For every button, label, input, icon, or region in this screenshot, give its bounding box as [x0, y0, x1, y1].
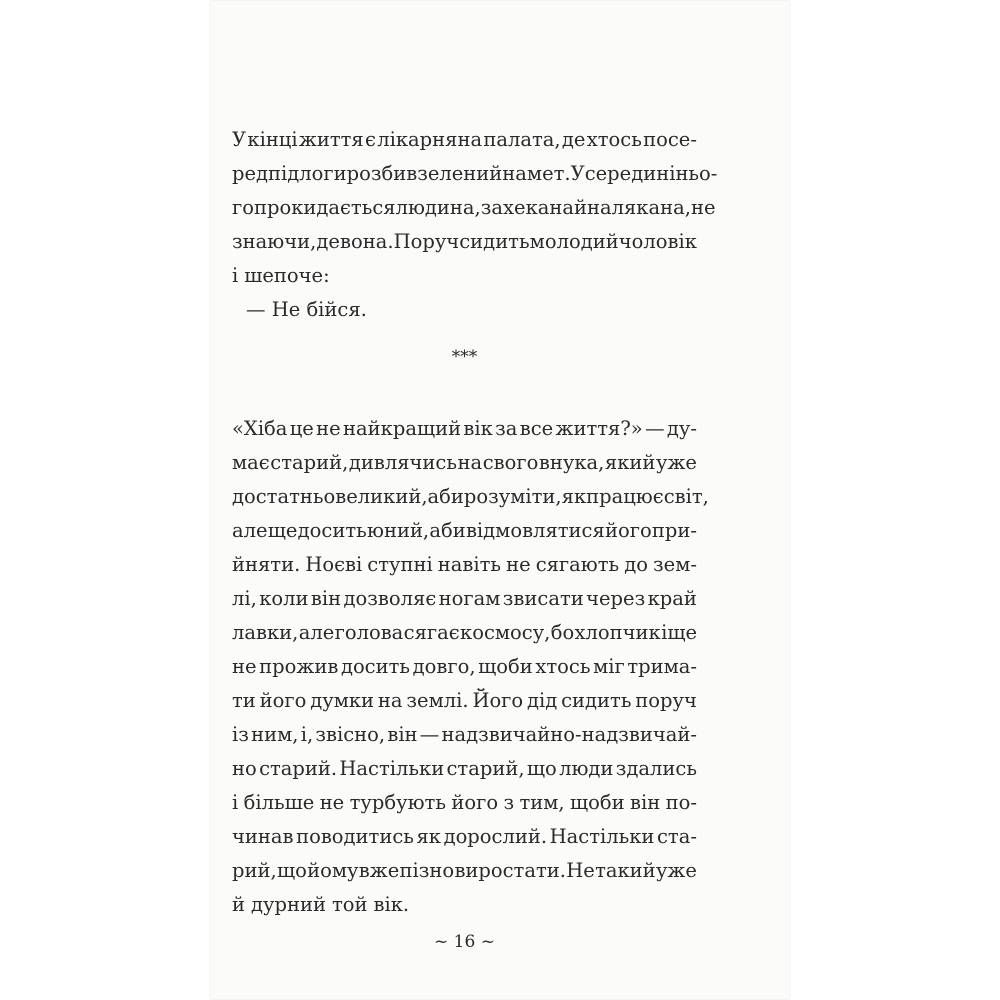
text-line [232, 820, 697, 854]
word: дід [527, 689, 558, 712]
word: його [604, 519, 652, 542]
word: не [316, 417, 341, 440]
text-line [232, 616, 697, 650]
word: ти [232, 689, 256, 712]
word: йому [307, 859, 359, 882]
word: щоби [570, 791, 625, 814]
text-line [232, 752, 697, 786]
word: турбують [349, 791, 446, 814]
word: йняти. [232, 553, 301, 576]
word: сягає [403, 621, 460, 644]
word: людина, [395, 196, 481, 219]
word: більше [243, 791, 315, 814]
word: — [645, 417, 665, 440]
word: сидить [459, 230, 530, 253]
word: дозволяє [343, 587, 437, 610]
word: де [561, 128, 586, 151]
paragraph-1 [232, 123, 718, 327]
word: Настільки [339, 757, 445, 780]
word: молодий [529, 230, 619, 253]
word: Усередині [570, 162, 676, 185]
word: зелений [417, 162, 503, 185]
word: він [630, 791, 661, 814]
word: ще [267, 519, 298, 542]
word: із [232, 723, 249, 746]
word: намет. [502, 162, 571, 185]
word: найкращий [343, 417, 462, 440]
word: по- [665, 791, 697, 814]
word: вік. [373, 893, 410, 916]
word: Ноєві [305, 553, 363, 576]
word: старий. [259, 757, 338, 780]
word: який [604, 451, 656, 474]
word: міг [593, 655, 625, 678]
word: досить [297, 519, 367, 542]
word: на [457, 451, 483, 474]
word: Настільки [549, 825, 655, 848]
word: як [416, 825, 441, 848]
word: звисати [502, 587, 584, 610]
word: світ, [663, 485, 709, 508]
word: працює [586, 485, 664, 508]
word: край [647, 587, 697, 610]
word: дурний [251, 893, 326, 916]
word: Не [566, 859, 595, 882]
word: хтось [535, 655, 591, 678]
word: — [419, 723, 440, 746]
word: аби [429, 519, 466, 542]
word: життя?» [555, 417, 643, 440]
word: чоловік [618, 230, 697, 253]
text-line [232, 123, 697, 157]
word: той [331, 893, 368, 916]
word: палата, [483, 128, 561, 151]
text-line [232, 191, 716, 225]
word: уже [655, 451, 697, 474]
word: він [310, 587, 342, 610]
word: достатньо [232, 485, 336, 508]
word: вона. [340, 230, 394, 253]
text-line [232, 548, 697, 582]
text-line [232, 480, 709, 514]
word: досить [340, 655, 411, 678]
word: як [561, 485, 587, 508]
word: захекана [480, 196, 574, 219]
text-line [232, 650, 697, 684]
word: ним, [251, 723, 299, 746]
word: через [586, 587, 646, 610]
word: вік [463, 417, 493, 440]
word: розбив [346, 162, 418, 185]
word: космосу, [460, 621, 551, 644]
text-line [232, 157, 718, 191]
word: свого [482, 451, 539, 474]
section-separator: *** [451, 347, 478, 367]
word: при- [651, 519, 697, 542]
word: за [495, 417, 518, 440]
word: дивлячись [348, 451, 457, 474]
word: підлоги [268, 162, 347, 185]
word: і, [300, 723, 314, 746]
word: щоби [478, 655, 533, 678]
word: але [298, 621, 335, 644]
text-line [232, 718, 697, 752]
word: й [574, 196, 587, 219]
word: лі, [232, 587, 257, 610]
word: життя [298, 128, 364, 151]
word: такий [595, 859, 656, 882]
text-line [232, 225, 697, 259]
word: вже [358, 859, 400, 882]
word: внука, [538, 451, 605, 474]
word: на [377, 689, 403, 712]
word: виростати. [454, 859, 566, 882]
word: до [624, 553, 648, 576]
word: його [451, 791, 499, 814]
word: рий, [232, 859, 277, 882]
word: не [506, 553, 531, 576]
word: шепоче: [244, 264, 330, 287]
word: є [365, 128, 376, 151]
text-line [232, 412, 697, 446]
text-line [232, 446, 697, 480]
word: «Хіба [232, 417, 288, 440]
word: прокидається [253, 196, 396, 219]
word: надзвичайно-надзвичай- [441, 723, 697, 746]
text-line [232, 854, 697, 888]
word: посе- [643, 128, 697, 151]
word: старий, [446, 757, 525, 780]
word: де [316, 230, 340, 253]
word: відмовлятися [465, 519, 605, 542]
word: це [289, 417, 314, 440]
word: звісно, [315, 723, 386, 746]
text-line [232, 514, 697, 548]
word: має [232, 451, 270, 474]
page-number: ~ 16 ~ [434, 932, 495, 952]
word: ду- [666, 417, 697, 440]
word: бо [550, 621, 575, 644]
word: тим, [519, 791, 565, 814]
word: ньо- [675, 162, 718, 185]
word: сидить [561, 689, 632, 712]
word: ногам [438, 587, 501, 610]
word: не [232, 655, 257, 678]
word: старий, [270, 451, 349, 474]
word: коли [259, 587, 309, 610]
word: лікарняна [377, 128, 483, 151]
dialogue-line: — Не бійся. [246, 298, 367, 321]
word: довго, [412, 655, 476, 678]
word: но [232, 757, 257, 780]
word: й [232, 893, 245, 916]
word: з [503, 791, 515, 814]
word: ред [232, 162, 269, 185]
word: У [232, 128, 247, 151]
word: що [276, 859, 307, 882]
paragraph-2 [232, 412, 709, 922]
word: він [387, 723, 418, 746]
word: аби [427, 485, 464, 508]
word: го [232, 196, 254, 219]
word: хлопчик [574, 621, 661, 644]
text-line [232, 259, 697, 293]
text-line [232, 582, 697, 616]
word: Поруч [393, 230, 460, 253]
word: прожив [259, 655, 339, 678]
word: кінці [247, 128, 298, 151]
word: ста- [657, 825, 697, 848]
word: іще [661, 621, 697, 644]
word: його [259, 689, 307, 712]
word: поруч [635, 689, 697, 712]
word: чинав [232, 825, 294, 848]
word: навіть [437, 553, 502, 576]
text-line [232, 888, 697, 922]
word: знаючи, [232, 230, 317, 253]
word: зем- [653, 553, 697, 576]
word: голова [334, 621, 404, 644]
word: люди [559, 757, 614, 780]
word: думки [310, 689, 375, 712]
word: і [232, 791, 239, 814]
word: налякана, [587, 196, 691, 219]
word: великий, [335, 485, 428, 508]
word: не [690, 196, 716, 219]
word: ступні [367, 553, 433, 576]
word: сягають [535, 553, 620, 576]
text-line [232, 684, 697, 718]
word: все [519, 417, 554, 440]
word: пізно [399, 859, 455, 882]
word: не [319, 791, 345, 814]
word: лавки, [232, 621, 299, 644]
word: хтось [586, 128, 642, 151]
word: здались [615, 757, 697, 780]
word: поводитись [296, 825, 414, 848]
word: землі. [406, 689, 469, 712]
word: Його [472, 689, 524, 712]
word: юний, [366, 519, 430, 542]
word: розуміти, [463, 485, 562, 508]
word: дорослий. [443, 825, 548, 848]
word: що [526, 757, 557, 780]
word: уже [655, 859, 697, 882]
text-line [232, 786, 697, 820]
word: і [232, 264, 239, 287]
word: але [232, 519, 268, 542]
word: трима- [627, 655, 697, 678]
